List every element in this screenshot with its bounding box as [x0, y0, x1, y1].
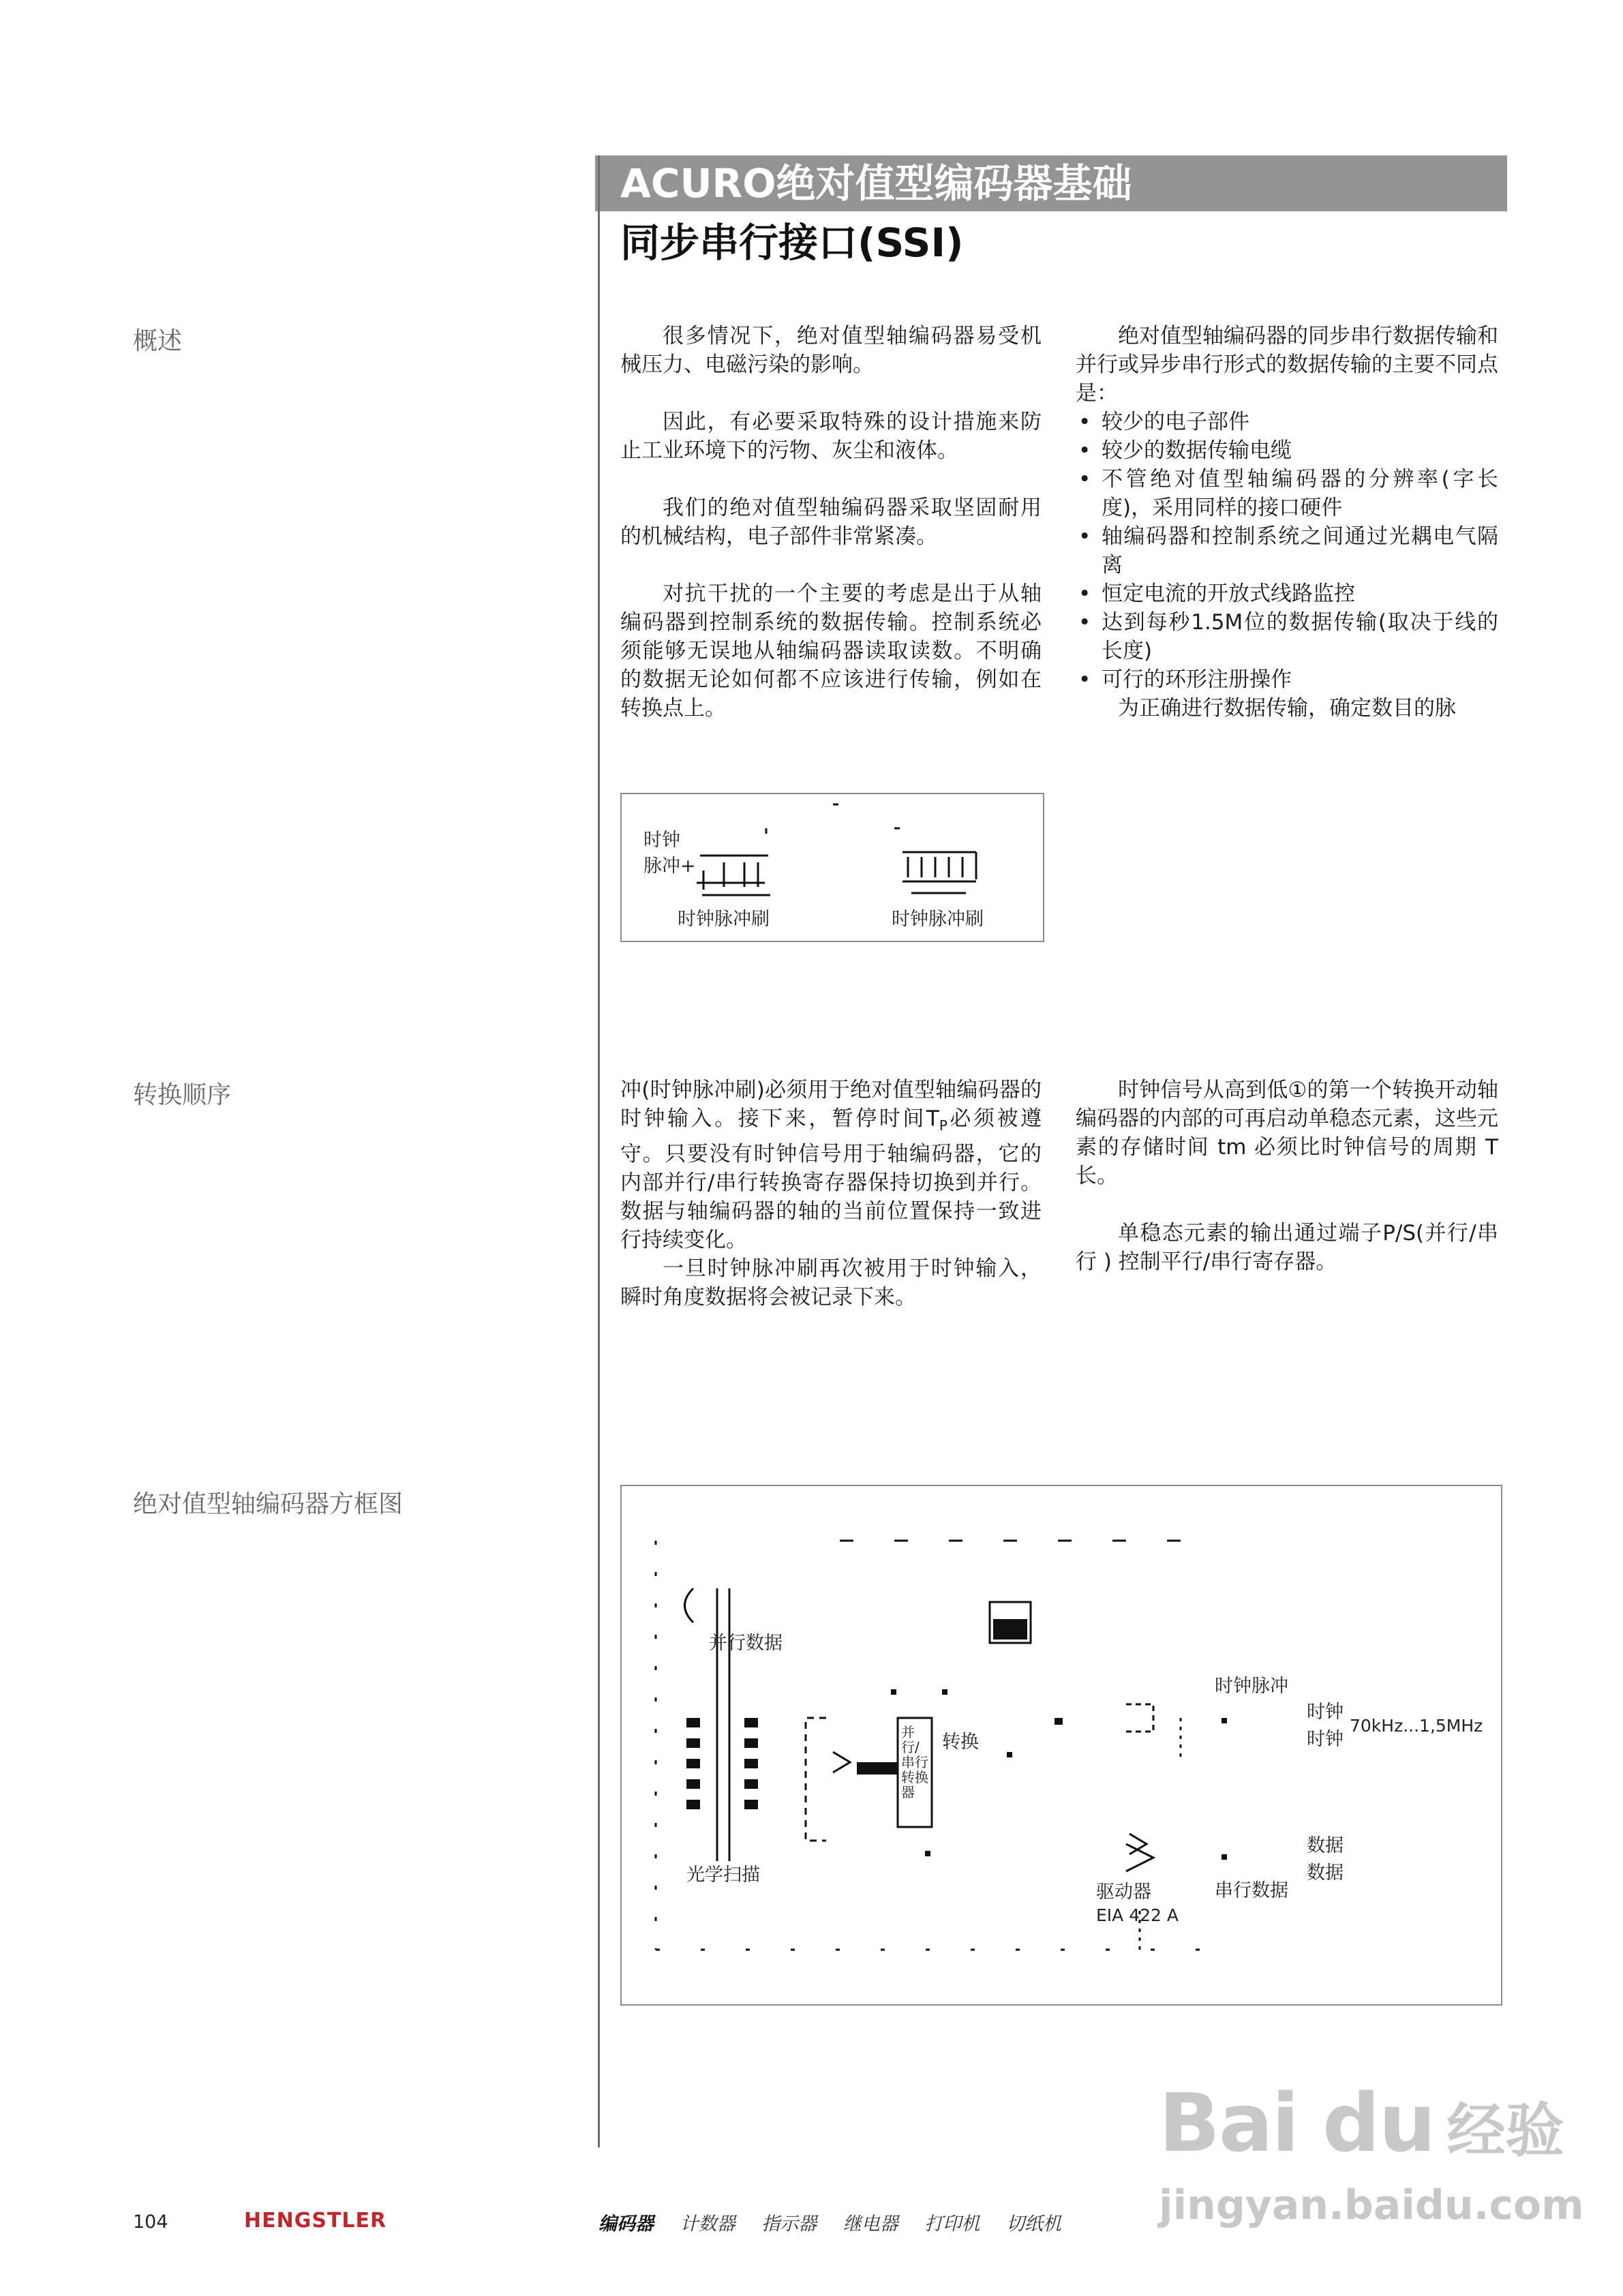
- list-item: • 可行的环形注册操作: [1076, 665, 1498, 694]
- column-divider: [598, 155, 600, 2147]
- conversion-left-column: [620, 1076, 1042, 1312]
- brand-logo: HENGSTLER: [244, 2209, 387, 2233]
- page-subtitle: 同步串行接口(SSI): [620, 220, 964, 266]
- paragraph: 因此，有必要采取特殊的设计措施来防止工业环境下的污物、灰尘和液体。: [620, 410, 1042, 463]
- paragraph: 很多情况下，绝对值型轴编码器易受机械压力、电磁污染的影响。: [620, 324, 1042, 377]
- caption-right: 时钟脉冲刷: [892, 909, 984, 930]
- list-item: • 较少的数据传输电缆: [1076, 436, 1498, 465]
- section-heading-conversion: 转换顺序: [133, 1081, 232, 1109]
- section-heading-overview: 概述: [133, 327, 183, 355]
- clock-label: 时钟: [643, 830, 680, 851]
- paragraph: 一旦时钟脉冲刷再次被用于时钟输入，瞬时角度数据将会被记录下来。: [620, 1256, 1042, 1310]
- paragraph: 绝对值型轴编码器的同步串行数据传输和并行或异步串行形式的数据传输的主要不同点是：: [1076, 324, 1498, 406]
- parallel-data-label: 并行数据: [709, 1633, 783, 1654]
- overview-left-column: [620, 322, 1042, 751]
- paragraph: 时钟信号从高到低①的第一个转换开动轴编码器的内部的可再启动单稳态元素，这些元素的存储时间 tm 必须比时钟信号的周期 T 长。: [1076, 1078, 1498, 1188]
- list-item: • 达到每秒1.5M位的数据传输(取决于线的长度): [1076, 608, 1498, 665]
- paragraph: 对抗干扰的一个主要的考虑是出于从轴编码器到控制系统的数据传输。控制系统必须能够无误地从轴编码器读取读数。不明确的数据无论如何都不应该进行传输，例如在转换点上。: [620, 581, 1042, 721]
- feature-list: [1076, 408, 1498, 694]
- clock-plus-label: 时钟: [1307, 1702, 1344, 1723]
- clock-minus-label: 时钟: [1307, 1729, 1344, 1750]
- footer-nav: [598, 2209, 1082, 2235]
- paragraph: 我们的绝对值型轴编码器采取坚固耐用的机械结构，电子部件非常紧凑。: [620, 496, 1042, 549]
- frequency-range: 70kHz...1,5MHz: [1350, 1716, 1483, 1736]
- watermark-text: 经验: [1446, 2097, 1564, 2165]
- nav-item-printer[interactable]: 打印机: [924, 2214, 980, 2235]
- paragraph: 单稳态元素的输出通过端子P/S(并行/串行 ) 控制平行/串行寄存器。: [1076, 1221, 1498, 1274]
- pulse-label: 脉冲+: [643, 856, 696, 877]
- watermark-url: jingyan.baidu.com: [1159, 2181, 1584, 2229]
- subscript: P: [939, 1117, 947, 1134]
- optical-scan-label: 光学扫描: [686, 1864, 760, 1886]
- clock-pulse-label: 时钟脉冲: [1215, 1676, 1288, 1697]
- block-diagram-drawing: [622, 1486, 1501, 2004]
- nav-item-counter[interactable]: 计数器: [680, 2214, 735, 2235]
- data-minus-label: 数据: [1307, 1862, 1344, 1884]
- list-item: • 恒定电流的开放式线路监控: [1076, 579, 1498, 608]
- section-heading-block-diagram: 绝对值型轴编码器方框图: [133, 1490, 404, 1518]
- conversion-right-column: [1076, 1076, 1498, 1305]
- page-title: ACURO绝对值型编码器基础: [620, 160, 1132, 207]
- block-diagram-figure: [620, 1485, 1502, 2006]
- watermark-text: Bai: [1159, 2076, 1299, 2170]
- list-item: • 轴编码器和控制系统之间通过光耦电气隔离: [1076, 522, 1498, 579]
- watermark-text: du: [1322, 2076, 1435, 2170]
- list-item: • 不管绝对值型轴编码器的分辨率(字长度)，采用同样的接口硬件: [1076, 465, 1498, 522]
- serial-data-label: 串行数据: [1215, 1880, 1288, 1901]
- convert-label: 转换: [942, 1732, 979, 1753]
- driver-label: 驱动器: [1096, 1882, 1151, 1903]
- page-number: 104: [133, 2211, 168, 2233]
- ps-converter-label: 并行/串行转换器: [901, 1724, 928, 1800]
- paragraph: 为正确进行数据传输，确定数目的脉: [1118, 696, 1456, 721]
- nav-item-cutter[interactable]: 切纸机: [1005, 2214, 1061, 2235]
- text: 必须被遵守。只要没有时钟信号用于轴编码器，它的内部并行/串行转换寄存器保持切换到并行。数据与轴编码器的轴的当前位置保持一致进行持续变化。: [620, 1106, 1042, 1253]
- overview-right-column: [1076, 322, 1498, 723]
- data-plus-label: 数据: [1307, 1835, 1344, 1856]
- eia-label: EIA 422 A: [1096, 1905, 1179, 1925]
- nav-item-encoder[interactable]: 编码器: [598, 2214, 654, 2235]
- caption-left: 时钟脉冲刷: [678, 909, 770, 930]
- nav-item-relay[interactable]: 继电器: [843, 2214, 898, 2235]
- baidu-watermark: [1159, 2076, 1564, 2170]
- text: 冲(时钟脉冲刷)必须用于绝对值型轴编码器的时钟输入。接下来，暂停时间T: [620, 1078, 1042, 1131]
- list-item: • 较少的电子部件: [1076, 408, 1498, 436]
- paragraph: [620, 1076, 1042, 1254]
- clock-pulse-figure: [620, 793, 1044, 942]
- nav-item-indicator[interactable]: 指示器: [761, 2214, 817, 2235]
